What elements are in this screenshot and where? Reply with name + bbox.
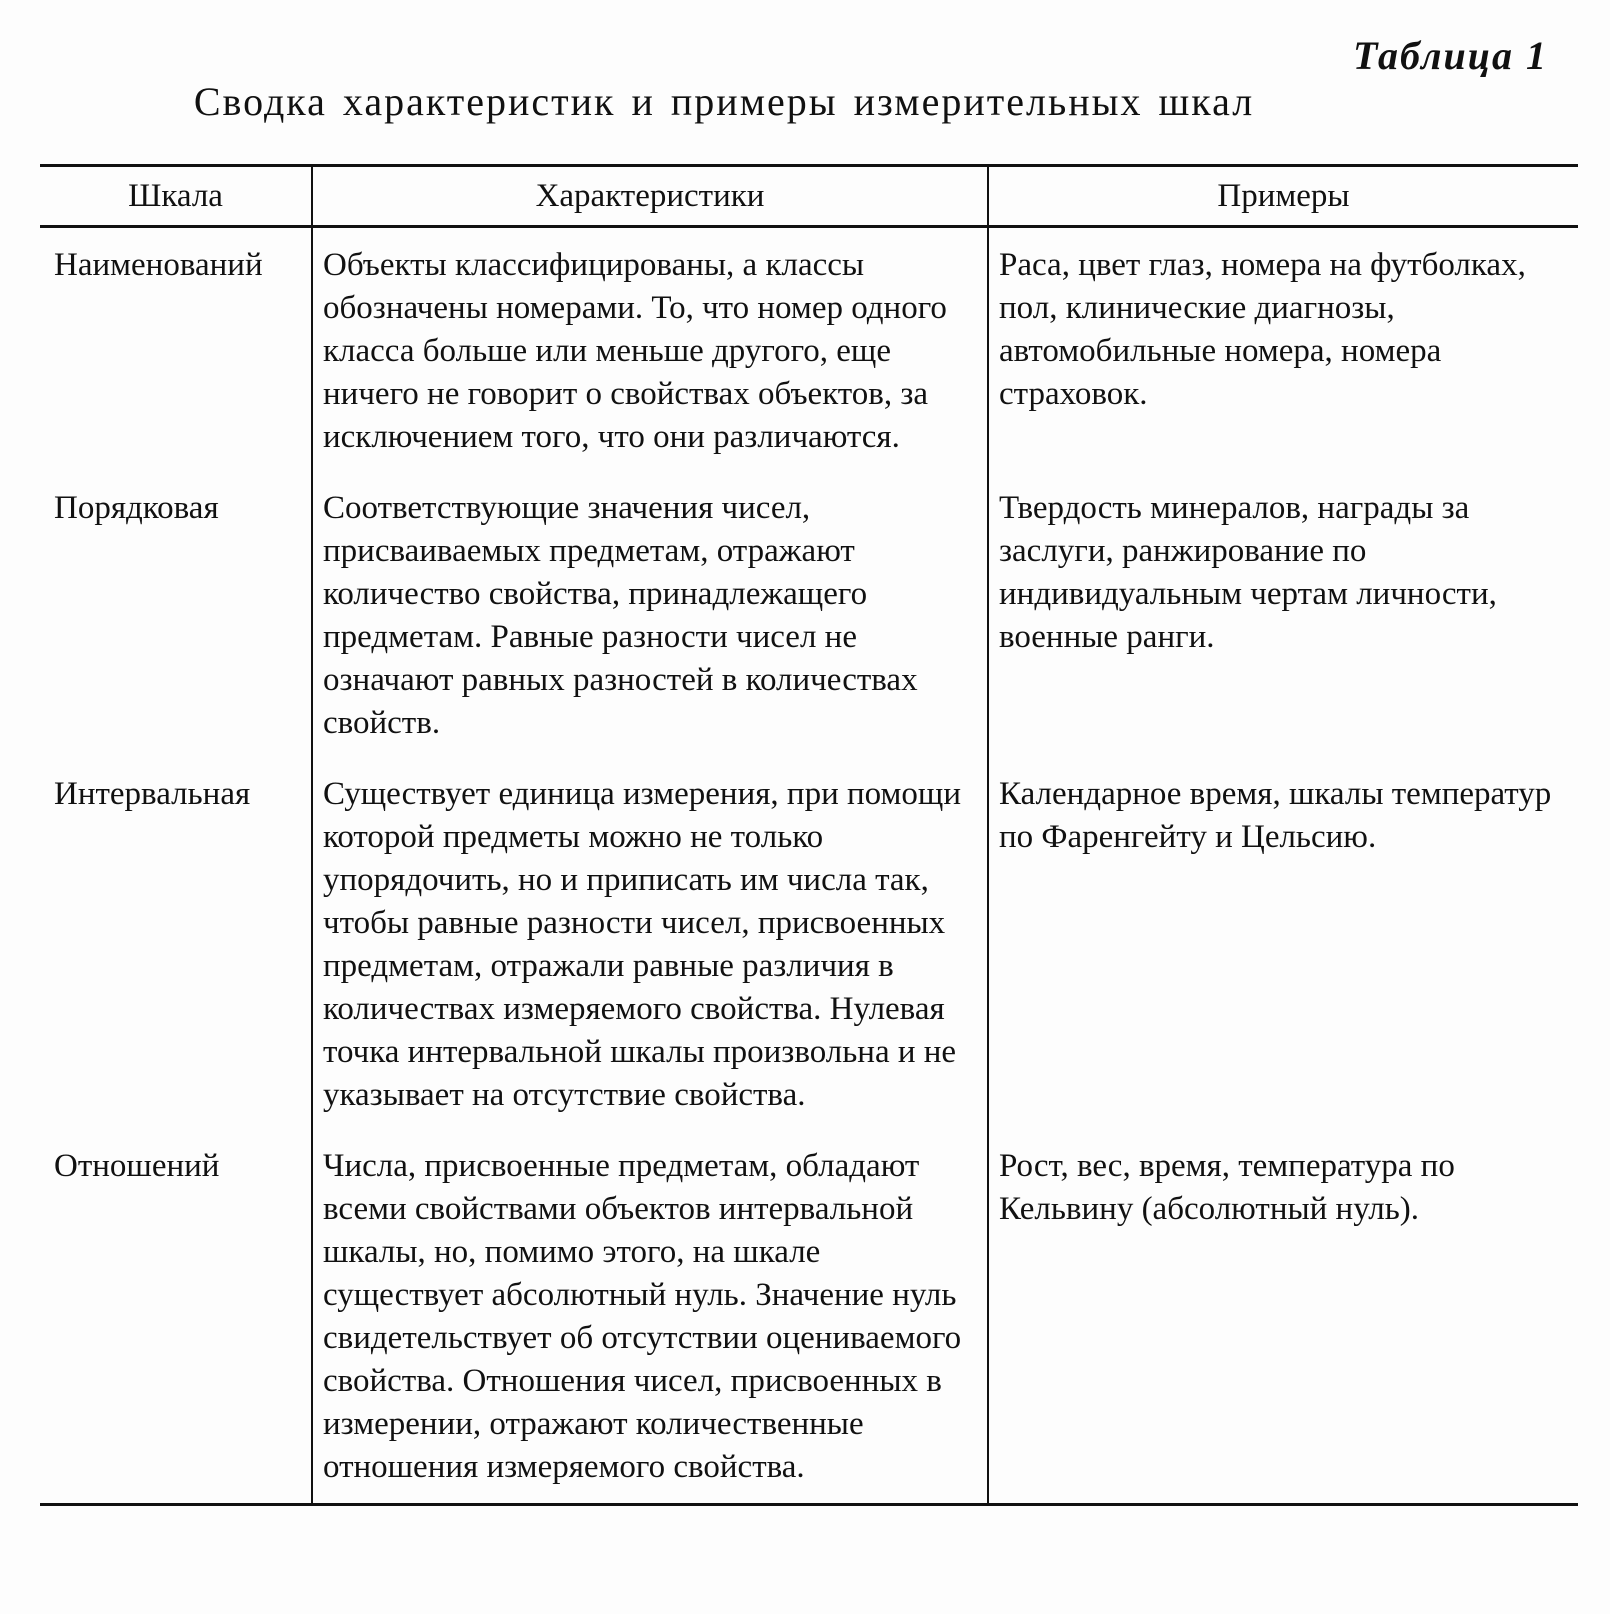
examples-cell: Рост, вес, время, температура по Кельвину (абсолютный нуль).	[988, 1131, 1578, 1505]
scale-name-cell: Наименований	[54, 247, 263, 283]
scale-name-cell: Отношений	[54, 1148, 220, 1184]
scale-name-cell: Интервальная	[54, 776, 251, 812]
characteristics-cell: Соответствующие значения чисел, присваиваемых предметам, отражают количество свойства, принадлежащего предметам. Равные разности чисел не означают равных разностей в количествах свойств.	[312, 473, 988, 759]
table-title: Сводка характеристик и примеры измерительных шкал	[193, 79, 1255, 124]
column-header-scale: Шкала	[128, 177, 223, 214]
examples-cell: Раса, цвет глаз, номера на футболках, пол, клинические диагнозы, автомобильные номера, номера страховок.	[988, 227, 1578, 474]
table-number: Таблица 1	[1353, 33, 1548, 78]
table-row	[40, 473, 1578, 759]
table-row	[40, 1131, 1578, 1505]
table-row	[40, 759, 1578, 1131]
scale-name-cell: Порядковая	[54, 490, 219, 526]
column-header-characteristics: Характеристики	[312, 166, 988, 227]
scales-table	[40, 164, 1578, 1506]
characteristics-cell: Числа, присвоенные предметам, обладают всеми свойствами объектов интервальной шкалы, но, помимо этого, на шкале существует абсолютный нуль. Значение нуль свидетельствует об отсутствии оцениваемого свойства. Отношения чисел, присвоенных в измерении, отражают количественные отношения измеряемого свойства.	[312, 1131, 988, 1505]
examples-cell: Календарное время, шкалы температур по Фаренгейту и Цельсию.	[988, 759, 1578, 1131]
characteristics-cell: Объекты классифицированы, а классы обозначены номерами. То, что номер одного класса больше или меньше другого, еще ничего не говорит о свойствах объектов, за исключением того, что они различаются.	[312, 227, 988, 474]
table-row	[40, 227, 1578, 474]
table-header-row	[40, 166, 1578, 227]
column-header-examples: Примеры	[988, 166, 1578, 227]
examples-cell: Твердость минералов, награды за заслуги, ранжирование по индивидуальным чертам личности, военные ранги.	[988, 473, 1578, 759]
characteristics-cell: Существует единица измерения, при помощи которой предметы можно не только упорядочить, но и приписать им числа так, чтобы равные разности чисел, присвоенных предметам, отражали равные различия в количествах измеряемого свойства. Нулевая точка интервальной шкалы произвольна и не указывает на отсутствие свойства.	[312, 759, 988, 1131]
